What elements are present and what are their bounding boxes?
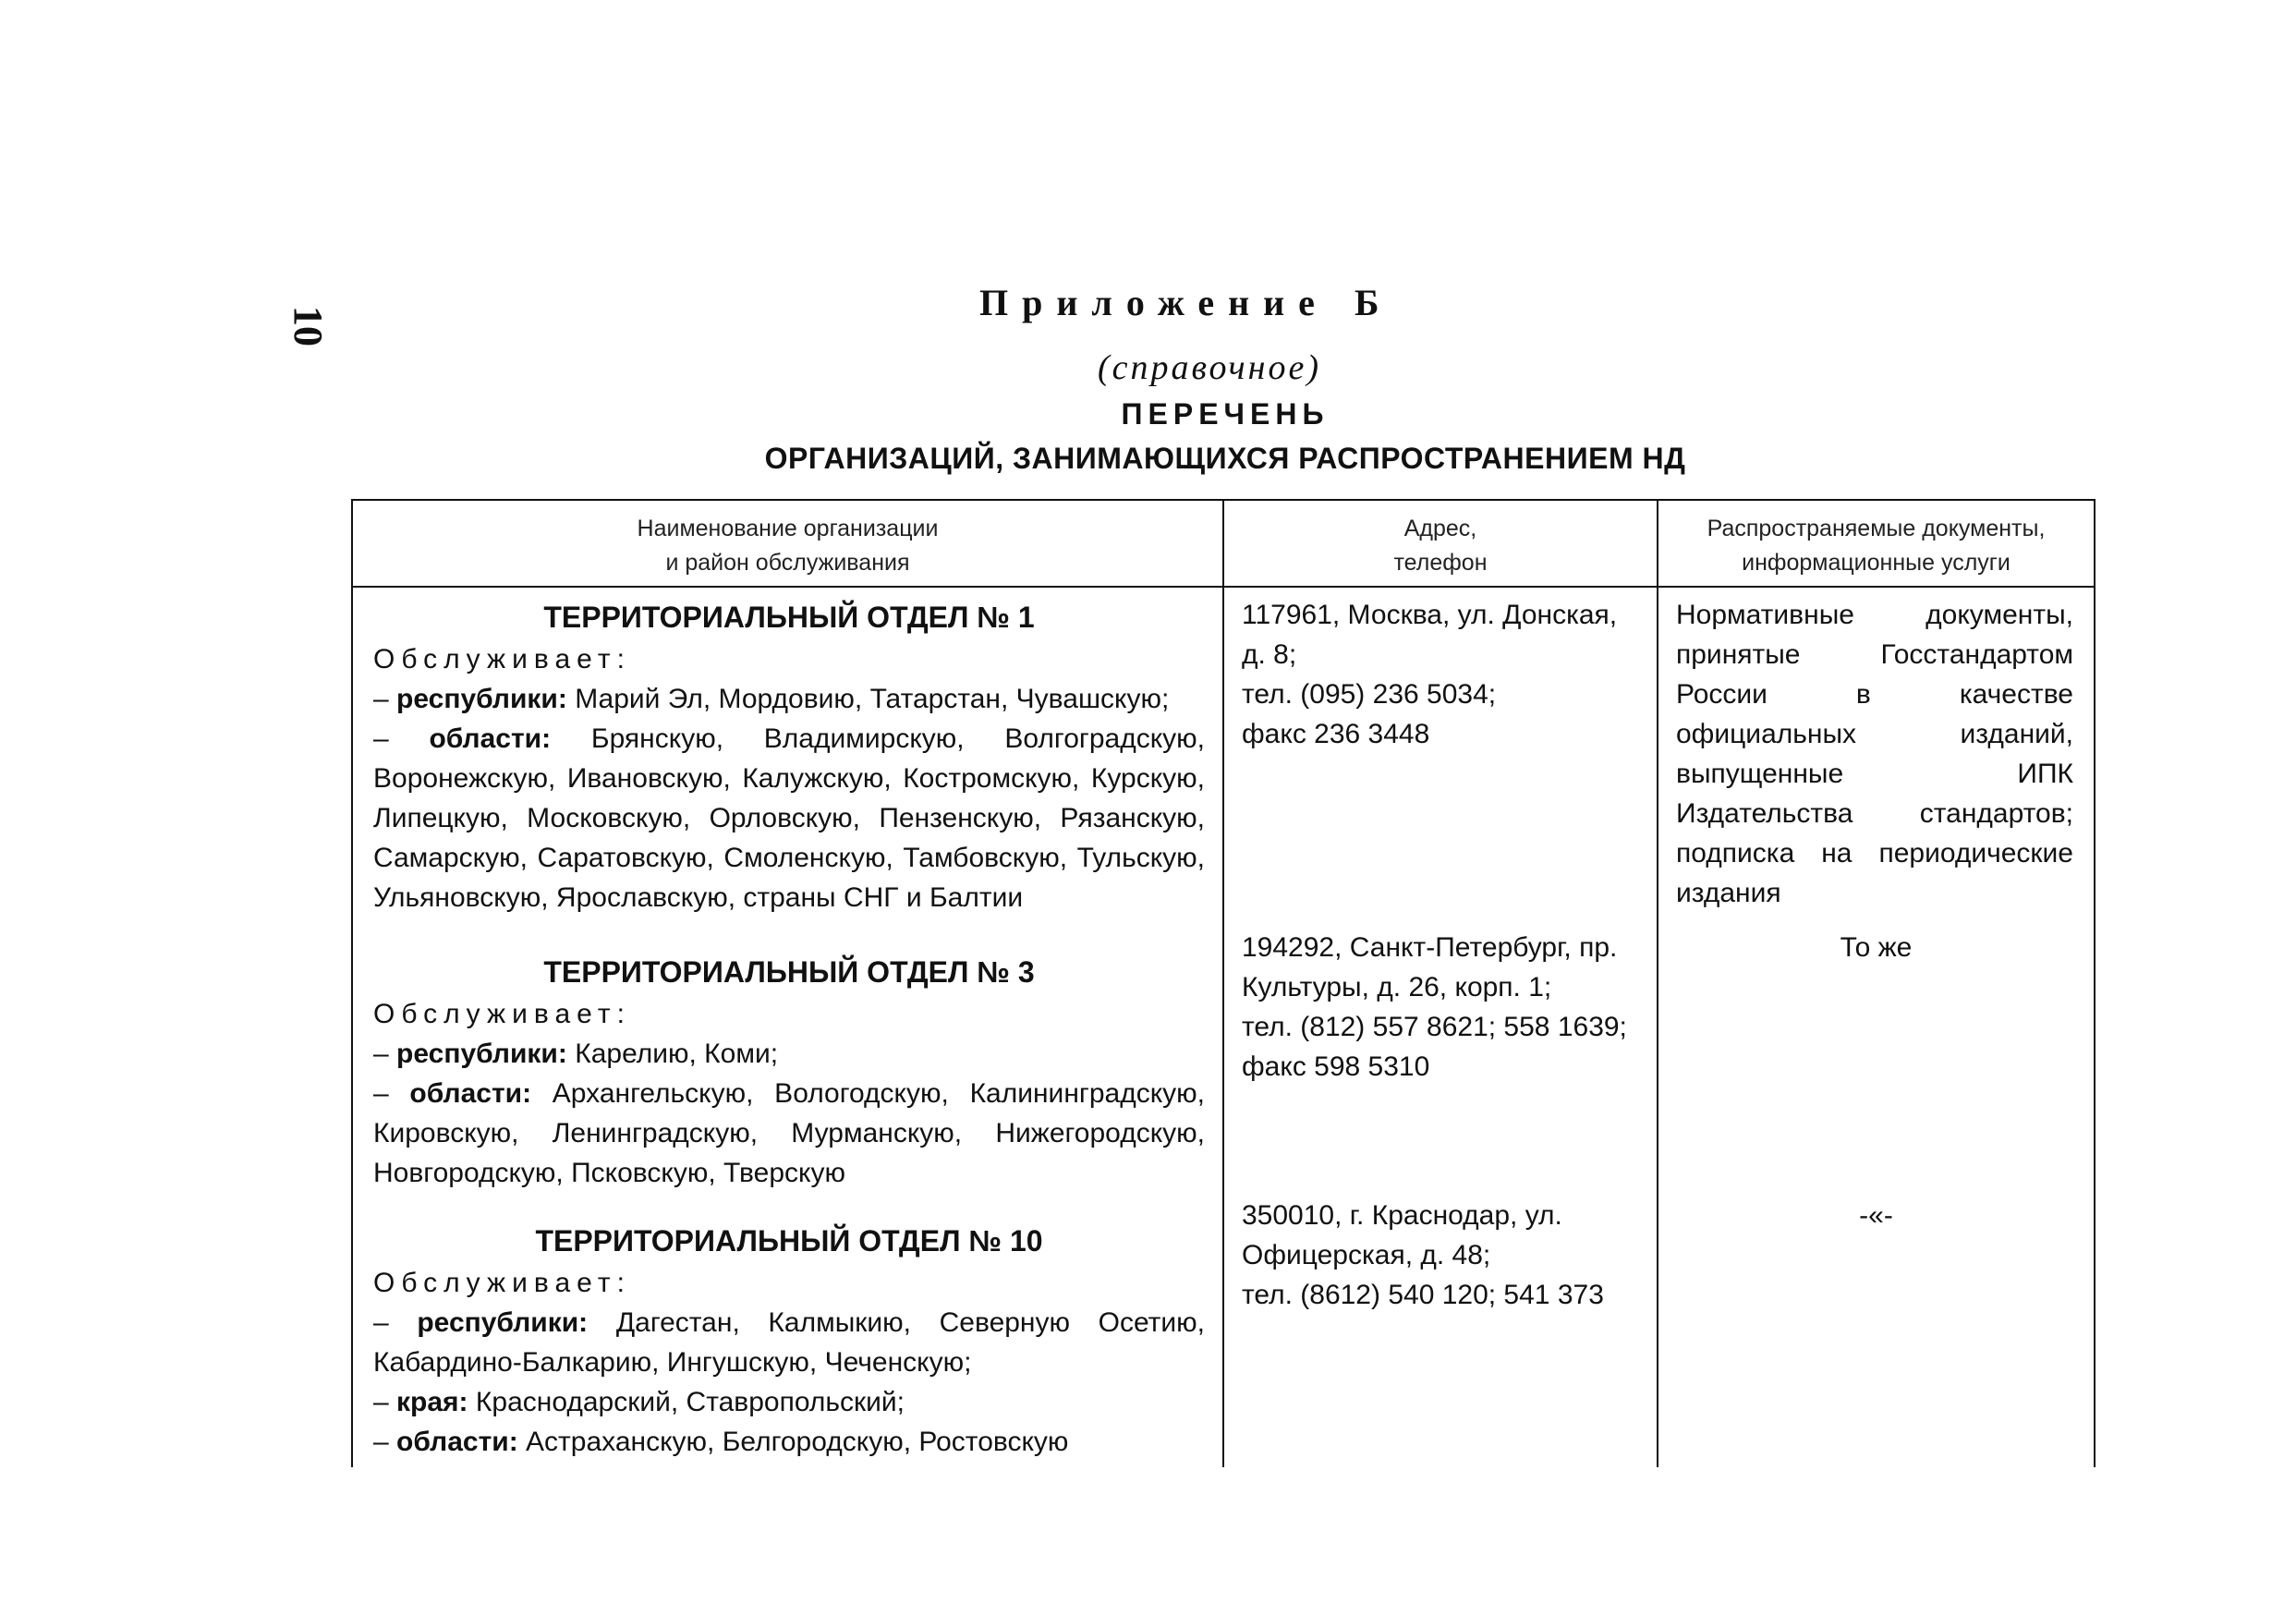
serves-label: Обслуживает:	[373, 999, 631, 1029]
regions-line: – области: Архангельскую, Вологодскую, Калининградскую, Кировскую, Ленинградскую, Мурманскую, Нижегородскую, Новгородскую, Псковскую, Тверскую	[373, 1078, 1205, 1188]
appendix-word: Приложение	[979, 282, 1329, 323]
regions-line: – области: Брянскую, Владимирскую, Волгоградскую, Воронежскую, Ивановскую, Калужскую, Костромскую, Курскую, Липецкую, Московскую, Орловскую, Пензенскую, Рязанскую, Самарскую, Саратовскую, Смоленскую, Тамбовскую, Тульскую, Ульяновскую, Ярославскую, страны СНГ и Балтии	[373, 723, 1205, 913]
services-department-1: Нормативные документы, принятые Госстандартом России в качестве официальных изданий, выпущенные ИПК Издательства стандартов; подписка на периодические издания	[1676, 600, 2073, 908]
column-divider	[1222, 501, 1224, 1467]
krai-line: – края: Краснодарский, Ставропольский;	[373, 1387, 905, 1417]
table-row-department-10	[373, 1219, 1205, 1462]
header-rule	[353, 586, 2094, 588]
appendix-title	[979, 281, 1379, 324]
regions-line: – области: Астраханскую, Белгородскую, Ростовскую	[373, 1427, 1069, 1457]
department-title: ТЕРРИТОРИАЛЬНЫЙ ОТДЕЛ № 10	[535, 1224, 1043, 1258]
table-row-department-3	[373, 950, 1205, 1193]
list-subtitle: ОРГАНИЗАЦИЙ, ЗАНИМАЮЩИХСЯ РАСПРОСТРАНЕНИЕМ НД	[764, 442, 1686, 475]
serves-label: Обслуживает:	[373, 644, 631, 674]
republics-line: – республики: Карелию, Коми;	[373, 1039, 779, 1069]
republics-line: – республики: Дагестан, Калмыкию, Северную Осетию, Кабардино-Балкарию, Ингушскую, Чеченскую;	[373, 1307, 1205, 1378]
address-department-3: 194292, Санкт-Петербург, пр. Культуры, д. 26, корп. 1; тел. (812) 557 8621; 558 1639; факс 598 5310	[1242, 932, 1627, 1082]
column-divider	[1657, 501, 1658, 1467]
address-department-10: 350010, г. Краснодар, ул. Офицерская, д. 48; тел. (8612) 540 120; 541 373	[1242, 1200, 1604, 1310]
list-title: ПЕРЕЧЕНЬ	[1121, 397, 1330, 431]
page-number: 10	[285, 306, 331, 346]
column-header-address: Адрес, телефон	[1393, 516, 1488, 576]
column-header-organization: Наименование организации и район обслуживания	[637, 516, 939, 576]
services-department-3: То же	[1840, 932, 1913, 963]
department-title: ТЕРРИТОРИАЛЬНЫЙ ОТДЕЛ № 1	[543, 601, 1035, 634]
serves-label: Обслуживает:	[373, 1268, 631, 1298]
organizations-table	[351, 499, 2096, 1467]
services-department-10: -«-	[1859, 1200, 1893, 1231]
appendix-subtitle: (справочное)	[1098, 348, 1322, 387]
column-header-documents: Распространяемые документы, информационные услуги	[1707, 516, 2046, 576]
address-department-1: 117961, Москва, ул. Донская, д. 8; тел. (095) 236 5034; факс 236 3448	[1242, 600, 1618, 749]
republics-line: – республики: Марий Эл, Мордовию, Татарстан, Чувашскую;	[373, 684, 1170, 714]
appendix-letter: Б	[1354, 282, 1379, 323]
department-title: ТЕРРИТОРИАЛЬНЫЙ ОТДЕЛ № 3	[543, 955, 1035, 989]
table-row-department-1	[373, 595, 1205, 917]
